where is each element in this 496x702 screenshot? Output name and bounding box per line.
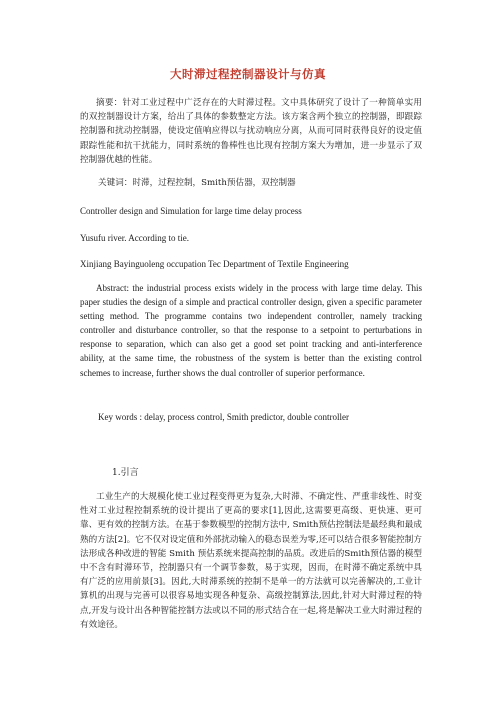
affiliation-english: Xinjiang Bayinguoleng occupation Tec Department of Textile Engineering	[80, 259, 349, 269]
paper-title-english: Controller design and Simulation for large time delay process	[80, 206, 302, 216]
keywords-chinese: 关键词：时滞，过程控制，Smith预估器，双控制器	[98, 178, 296, 188]
authors-english: Yusufu river. According to tie.	[80, 233, 189, 243]
abstract-chinese: 摘要：针对工业过程中广泛存在的大时滞过程。文中具体研究了设计了一种简单实用的双控制器设计方案，给出了具体的参数整定方法。该方案含两个独立的控制器，即跟踪控制器和扰动控制器，使设定值响应得以与扰动响应分离，从而可同时获得良好的设定值跟踪性能和抗干扰能力，同时系统的鲁棒性也比现有控制方案大为增加，进一步显示了双控制器优越的性能。	[80, 98, 422, 165]
paper-title: 大时滞过程控制器设计与仿真	[170, 67, 326, 81]
abstract-english: Abstract: the industrial process exists widely in the process with large time delay. This paper studies the design of a simple and practical controller design, given a specific parameter setting method. The programme contains two independent controller, namely tracking controller and disturbance controller, so that the response to a setpoint to perturbations in response to separation, which can also get a good set point tracking and anti-interference ability, at the same time, the robustness of the system is better than the existing control schemes to increase, further shows the dual controller of superior performance.	[80, 283, 422, 378]
keywords-english: Key words : delay, process control, Smith predictor, double controller	[98, 412, 349, 422]
section-heading-introduction: 1.引言	[112, 468, 139, 478]
introduction-paragraph: 工业生产的大规模化使工业过程变得更为复杂,大时滞、不确定性、严重非线性、时变性对工业过程控制系统的设计提出了更高的要求[1],因此,这需要更高级、更快速、更可靠、更有效的控制方法。在基于参数模型的控制方法中, Smith预估控制法是最经典和最成熟的方法[2]。它不仅对设定值和外部扰动输入的稳态误差为零,还可以结合很多智能控制方法形成各种改进的智能 Smith 预估系统来提高控制的品质。改进后的Smith预估器的模型中不含有时滞环节，控制器只有一个调节参数，易于实现，因而，在时滞不确定系统中具有广泛的应用前景[3]。因此,大时滞系统的控制不是单一的方法就可以完善解决的,工业计算机的出现与完善可以很容易地实现各种复杂、高级控制算法,因此,针对大时滞过程的特点,开发与设计出各种智能控制方法或以不同的形式结合在一起,将是解决工业大时滞过程的有效途径。	[80, 492, 422, 630]
